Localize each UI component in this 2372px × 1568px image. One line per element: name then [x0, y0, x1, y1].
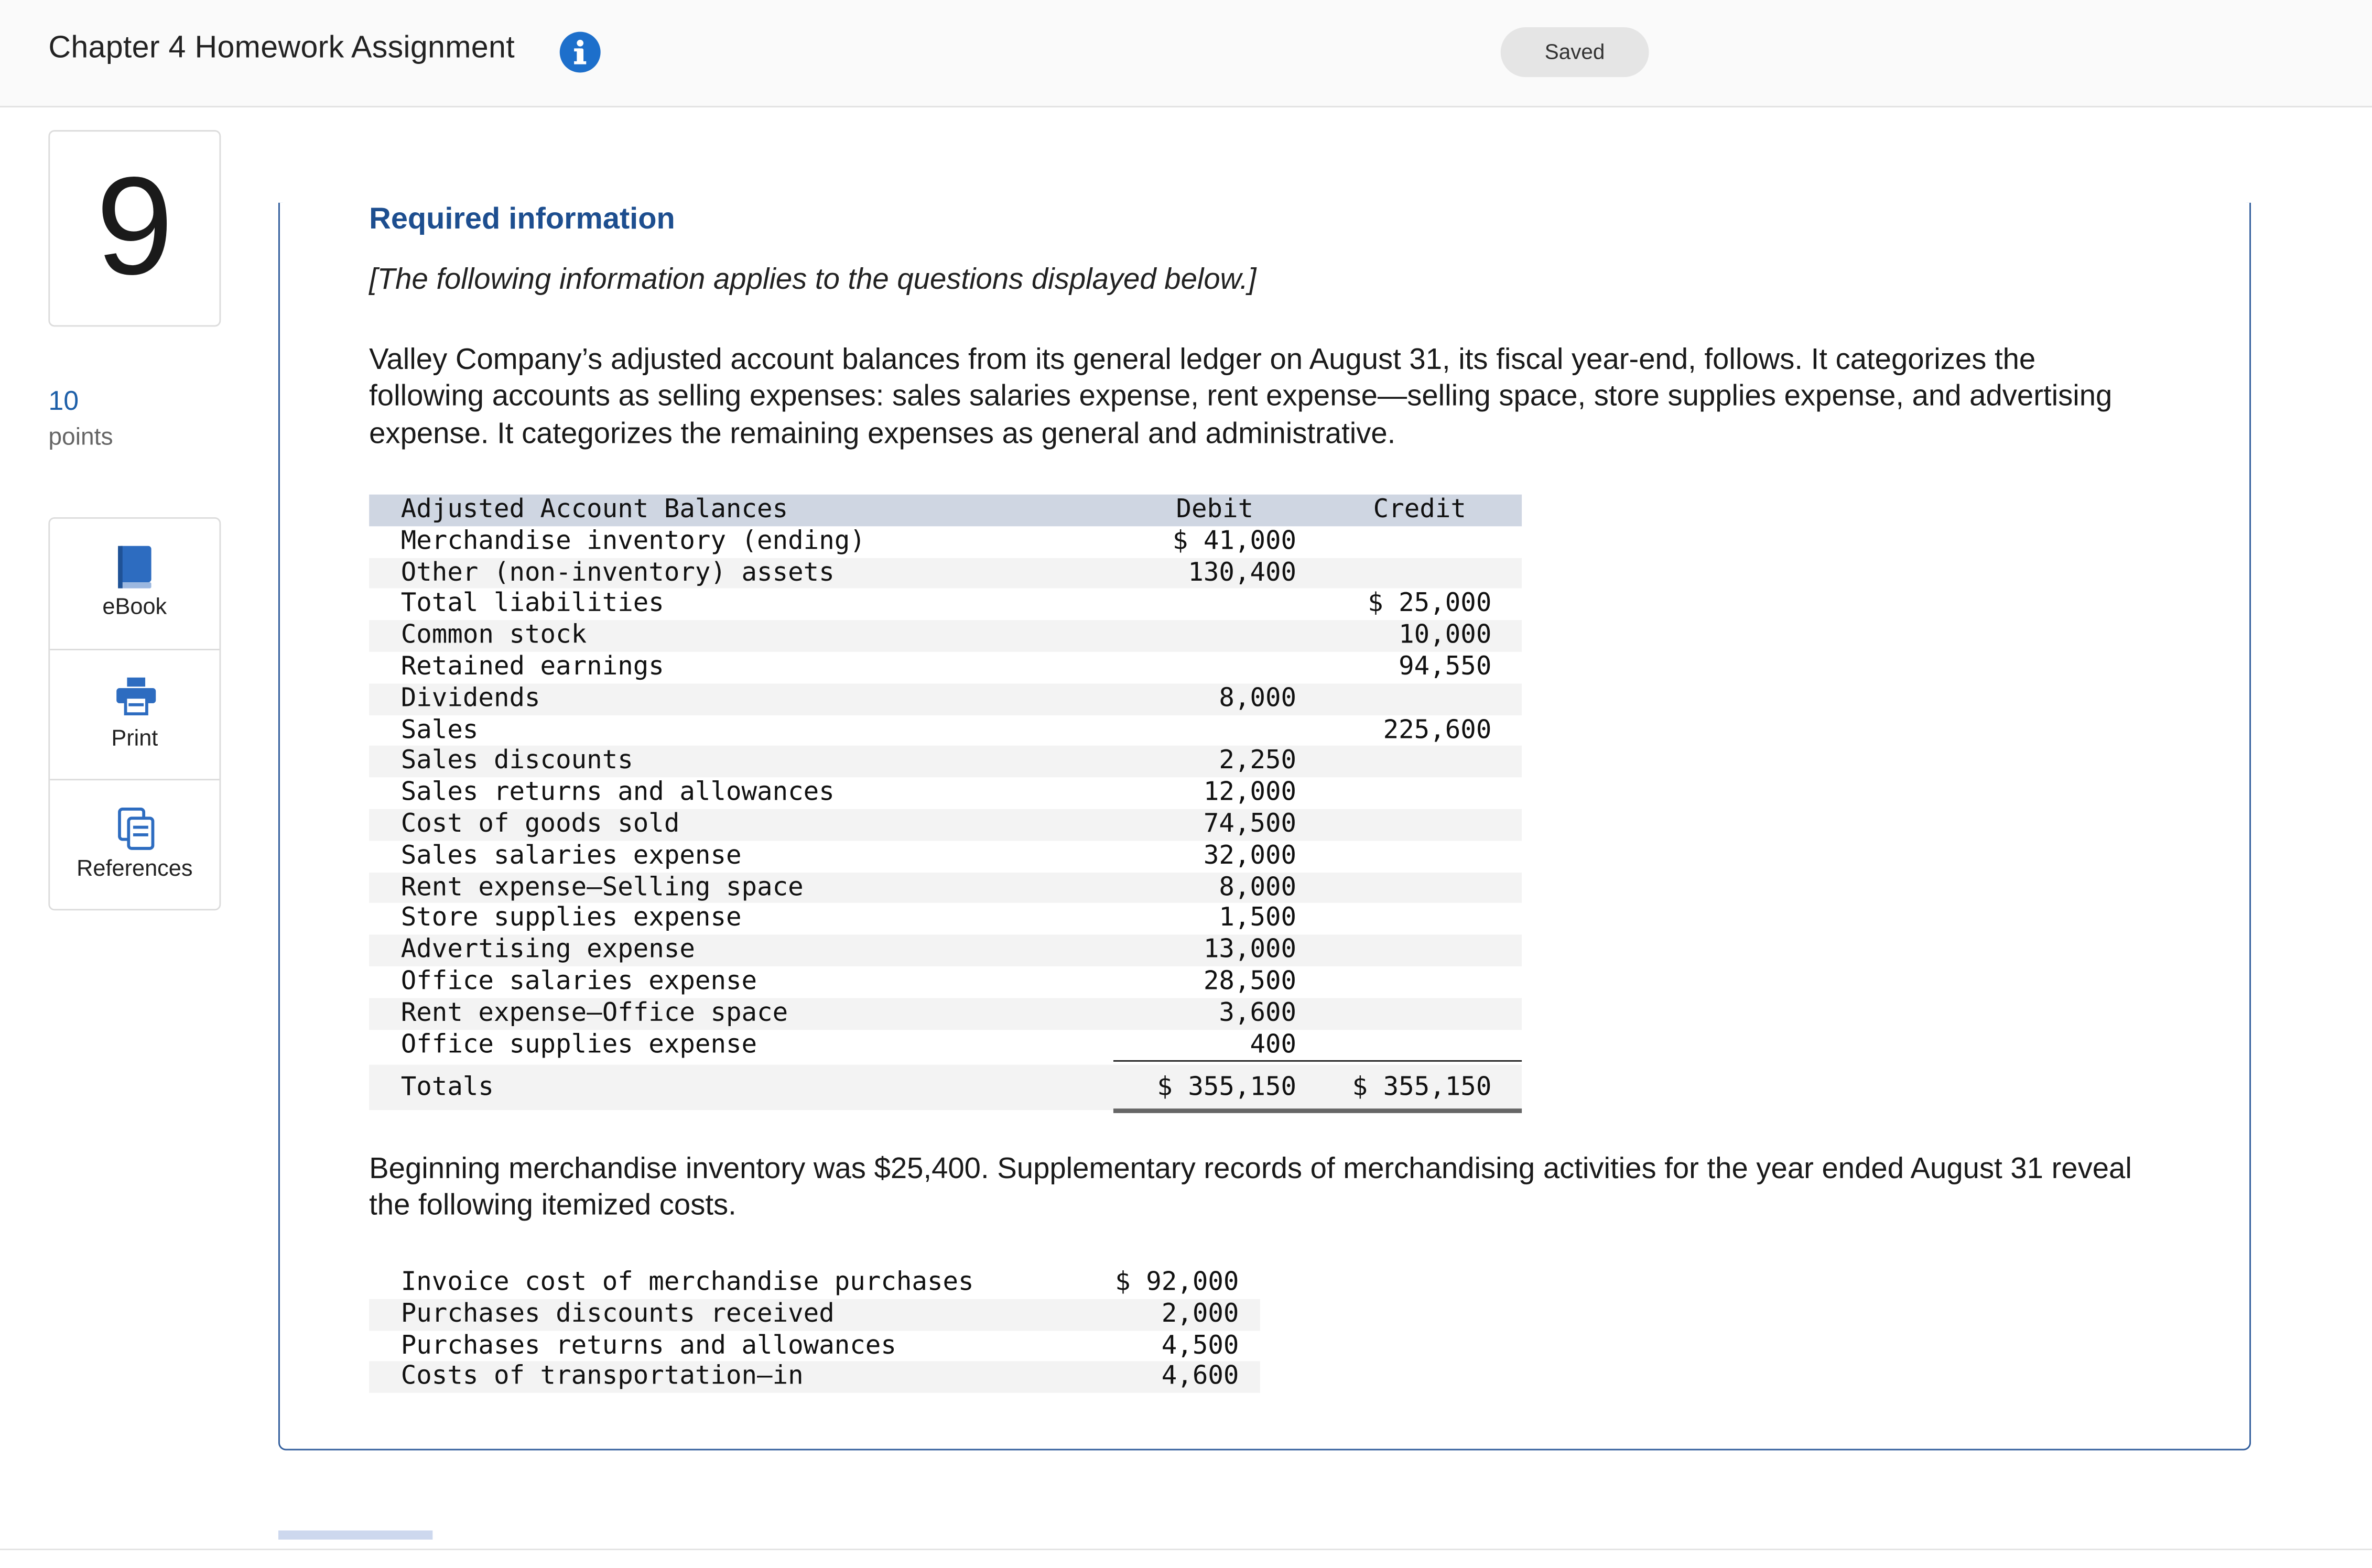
- account-name: Cost of goods sold: [400, 809, 680, 840]
- debit-amount: 3,600: [1219, 998, 1297, 1028]
- totals-row: [369, 1065, 1522, 1110]
- table-row: [369, 903, 1522, 935]
- credit-amount: 94,550: [1399, 651, 1492, 682]
- table-row: [369, 526, 1522, 558]
- cost-item: Invoice cost of merchandise purchases: [400, 1267, 974, 1298]
- print-button[interactable]: [50, 649, 219, 780]
- debit-amount: 74,500: [1203, 809, 1297, 840]
- debit-amount: 400: [1250, 1029, 1297, 1060]
- table-row: [369, 652, 1522, 683]
- account-name: Retained earnings: [400, 651, 664, 682]
- debit-amount: 130,400: [1188, 557, 1297, 588]
- account-name: Sales discounts: [400, 746, 633, 777]
- credit-amount: 225,600: [1383, 714, 1492, 745]
- cost-amount: $ 92,000: [1115, 1267, 1239, 1298]
- account-name: Sales salaries expense: [400, 840, 742, 871]
- cost-amount: 4,600: [1161, 1362, 1239, 1392]
- debit-amount: 13,000: [1203, 934, 1297, 965]
- next-section-label-stub: [278, 1530, 432, 1539]
- totals-rule: [1113, 1060, 1522, 1062]
- printer-icon: [113, 674, 159, 720]
- debit-amount: 12,000: [1203, 777, 1297, 808]
- assignment-title: Chapter 4 Homework Assignment: [48, 30, 515, 66]
- points-label: points: [48, 424, 113, 451]
- account-name: Other (non-inventory) assets: [400, 557, 835, 588]
- column-header-account: Adjusted Account Balances: [400, 494, 788, 525]
- table-row: [369, 966, 1522, 998]
- ebook-label: eBook: [102, 594, 167, 620]
- column-header-debit: Debit: [1176, 494, 1254, 525]
- copy-icon: [113, 804, 159, 853]
- ebook-button[interactable]: [50, 519, 219, 649]
- debit-amount: 8,000: [1219, 872, 1297, 902]
- account-name: Total liabilities: [400, 589, 664, 619]
- table-row: [369, 620, 1522, 652]
- intro-paragraph: Valley Company’s adjusted account balances from its general ledger on August 31, its fiscal year-end, follows. It categorizes the following accounts as selling expenses: sales salaries expense, rent expense—selling space, store supplies expense, and advertising expense. It categorizes the remaining expenses as general and administrative.: [369, 343, 2113, 450]
- table-row: [369, 998, 1522, 1029]
- table-row: [369, 715, 1522, 746]
- cost-amount: 2,000: [1161, 1299, 1239, 1330]
- credit-amount: $ 25,000: [1368, 589, 1492, 619]
- table-row: [369, 1299, 1260, 1330]
- account-name: Rent expense—Selling space: [400, 872, 804, 902]
- totals-credit: $ 355,150: [1352, 1072, 1492, 1103]
- account-name: Sales returns and allowances: [400, 777, 835, 808]
- cost-item: Purchases discounts received: [400, 1299, 835, 1330]
- question-number: 9: [95, 149, 174, 304]
- debit-amount: 2,250: [1219, 746, 1297, 777]
- table-row: [369, 558, 1522, 589]
- table-row: [369, 746, 1522, 778]
- table-row: [369, 589, 1522, 620]
- debit-amount: 32,000: [1203, 840, 1297, 871]
- table-row: [369, 1029, 1522, 1061]
- points-value: 10: [48, 385, 79, 416]
- required-information-heading: Required information: [369, 202, 675, 236]
- table-header-row: [369, 495, 1522, 526]
- info-icon[interactable]: [560, 32, 601, 73]
- totals-debit: $ 355,150: [1157, 1072, 1297, 1103]
- account-name: Common stock: [400, 620, 587, 651]
- tools-panel: [48, 517, 221, 910]
- table-row: [369, 778, 1522, 809]
- question-number-box: [48, 130, 221, 326]
- table-row: [369, 935, 1522, 966]
- debit-amount: 1,500: [1219, 903, 1297, 934]
- table-row: [369, 1267, 1260, 1299]
- top-bar: [0, 0, 2372, 107]
- credit-amount: 10,000: [1399, 620, 1492, 651]
- table-row: [369, 841, 1522, 872]
- column-header-credit: Credit: [1373, 494, 1466, 525]
- table-row: [369, 683, 1522, 715]
- print-label: Print: [111, 726, 158, 752]
- table-row: [369, 1330, 1260, 1362]
- book-icon: [113, 543, 156, 591]
- cost-item: Costs of transportation—in: [400, 1362, 804, 1392]
- required-information-note: [The following information applies to the questions displayed below.]: [369, 263, 1257, 297]
- account-name: Merchandise inventory (ending): [400, 526, 865, 557]
- account-name: Store supplies expense: [400, 903, 742, 934]
- cost-amount: 4,500: [1161, 1330, 1239, 1361]
- account-name: Dividends: [400, 683, 540, 714]
- account-name: Office salaries expense: [400, 966, 757, 997]
- bottom-divider: [0, 1549, 2372, 1550]
- cost-item: Purchases returns and allowances: [400, 1330, 896, 1361]
- account-name: Sales: [400, 714, 479, 745]
- table-row: [369, 809, 1522, 841]
- debit-amount: 8,000: [1219, 683, 1297, 714]
- supplementary-paragraph: Beginning merchandise inventory was $25,400. Supplementary records of merchandising activities for the year ended August 31 reveal the following itemized costs.: [369, 1152, 2132, 1223]
- table-row: [369, 1362, 1260, 1393]
- totals-label: Totals: [400, 1072, 494, 1103]
- table-row: [369, 872, 1522, 903]
- references-label: References: [77, 856, 193, 882]
- totals-double-rule: [1113, 1108, 1522, 1113]
- account-name: Rent expense—Office space: [400, 998, 788, 1028]
- debit-amount: $ 41,000: [1172, 526, 1297, 557]
- account-name: Office supplies expense: [400, 1029, 757, 1060]
- saved-status-badge: Saved: [1501, 27, 1649, 77]
- debit-amount: 28,500: [1203, 966, 1297, 997]
- references-button[interactable]: [50, 779, 219, 910]
- account-name: Advertising expense: [400, 934, 695, 965]
